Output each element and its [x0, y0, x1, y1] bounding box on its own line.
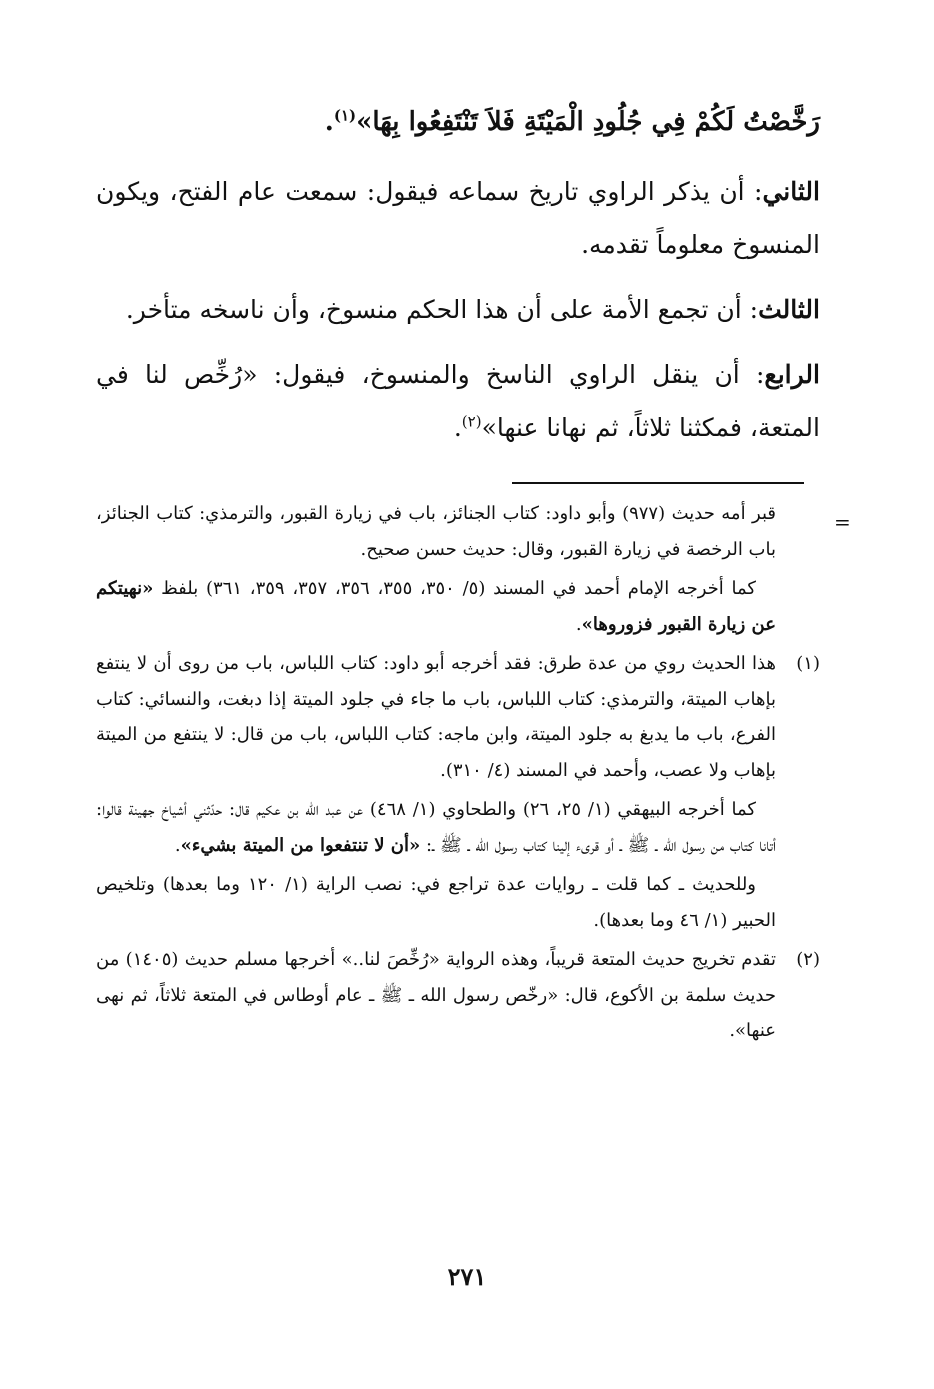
footnote-continued-end: .: [575, 613, 582, 635]
term-third: الثالث: [758, 295, 820, 324]
paragraph-third: [96, 283, 820, 336]
footnote-continued: [96, 496, 820, 567]
continuation-mark: =: [834, 510, 851, 534]
footnote-2-text: تقدم تخريج حديث المتعة قريباً، وهذه الرواية «رُخِّصَ لنا..» أخرجها مسلم حديث (١٤٠٥) من حديث سلمة بن الأكوع، قال: «رخّص رسول الله ـ ﷺ ـ عام أوطاس في المتعة ثلاثاً، ثم نهى عنها».: [96, 949, 776, 1041]
hadith-line: [96, 96, 820, 149]
hadith-end: .: [324, 107, 334, 137]
paragraph-third-text: : أن تجمع الأمة على أن هذا الحكم منسوخ، وأن ناسخه متأخر.: [125, 295, 759, 324]
footnote-1-text-3: وللحديث ـ كما قلت ـ روايات عدة تراجع في: نصب الراية (١/ ١٢٠ وما بعدها) وتلخيص الحبير (١/ ٤٦ وما بعدها).: [96, 874, 776, 931]
footnote-2: [96, 942, 820, 1049]
footnote-continued-quote: «نهيتكم عن زيارة القبور فزوروها»: [96, 578, 776, 635]
footnote-ref-1: (١): [333, 106, 357, 125]
page-number: ٢٧١: [447, 1262, 487, 1291]
footnote-1-end: .: [174, 834, 181, 856]
main-text: [96, 96, 820, 466]
footnote-1-part-3: [96, 867, 820, 938]
footnote-1-marker: (١): [796, 653, 820, 674]
footnote-1-text-2: كما أخرجه البيهقي (١/ ٢٥، ٢٦) والطحاوي (١/ ٤٦٨) عن عبد الله بن عكيم قال: حدّثني أشياخ جهينة قالوا: أتانا كتاب من رسول الله ـ ﷺ ـ أو قرىء إلينا كتاب رسول الله ـ ﷺ ـ:: [96, 799, 776, 856]
paragraph-second-text: : أن يذكر الراوي تاريخ سماعه فيقول: سمعت عام الفتح، ويكون المنسوخ معلوماً تقدمه.: [96, 177, 820, 259]
footnote-continued-2: [96, 571, 820, 642]
footnote-1: [96, 646, 820, 788]
footnote-1-part-2: [96, 792, 820, 863]
footnote-separator: [512, 482, 804, 484]
hadith-text: رَخَّصْتُ لَكُمْ فِي جُلُودِ الْمَيْتَةِ فَلاَ تَنْتَفِعُوا بِهَا»: [356, 107, 820, 137]
paragraph-fourth-end: .: [453, 413, 462, 442]
footnote-1-quote: «أن لا تنتفعوا من الميتة بشيء»: [180, 834, 421, 856]
term-second: الثاني: [762, 177, 820, 206]
footnote-continued-text: قبر أمه حديث (٩٧٧) وأبو داود: كتاب الجنائز، باب في زيارة القبور، والترمذي: كتاب الجنائز، باب الرخصة في زيارة القبور، وقال: حديث حسن صحيح.: [96, 503, 776, 560]
paragraph-fourth-text: : أن ينقل الراوي الناسخ والمنسوخ، فيقول: «رُخِّص لنا في المتعة، فمكثنا ثلاثاً، ثم نهانا عنها»: [96, 360, 820, 442]
footnotes: [96, 496, 820, 1053]
term-fourth: الرابع: [764, 360, 820, 389]
footnote-continued-text-2: كما أخرجه الإمام أحمد في المسند (٥/ ٣٥٠، ٣٥٥، ٣٥٦، ٣٥٧، ٣٥٩، ٣٦١) بلفظ: [153, 578, 756, 599]
footnote-1-text: هذا الحديث روي من عدة طرق: فقد أخرجه أبو داود: كتاب اللباس، باب من روى أن لا ينتفع بإهاب الميتة، والترمذي: كتاب اللباس، باب ما جاء في جلود الميتة إذا دبغت، والنسائي: كتاب الفرع، باب ما يدبغ به جلود الميتة، وابن ماجه: كتاب اللباس، باب من قال: لا ينتفع من الميتة بإهاب ولا عصب، وأحمد في المسند (٤/ ٣١٠).: [96, 653, 776, 781]
footnote-ref-2: (٢): [461, 412, 482, 431]
paragraph-fourth: [96, 348, 820, 454]
paragraph-second: [96, 165, 820, 271]
footnote-2-marker: (٢): [796, 949, 820, 970]
